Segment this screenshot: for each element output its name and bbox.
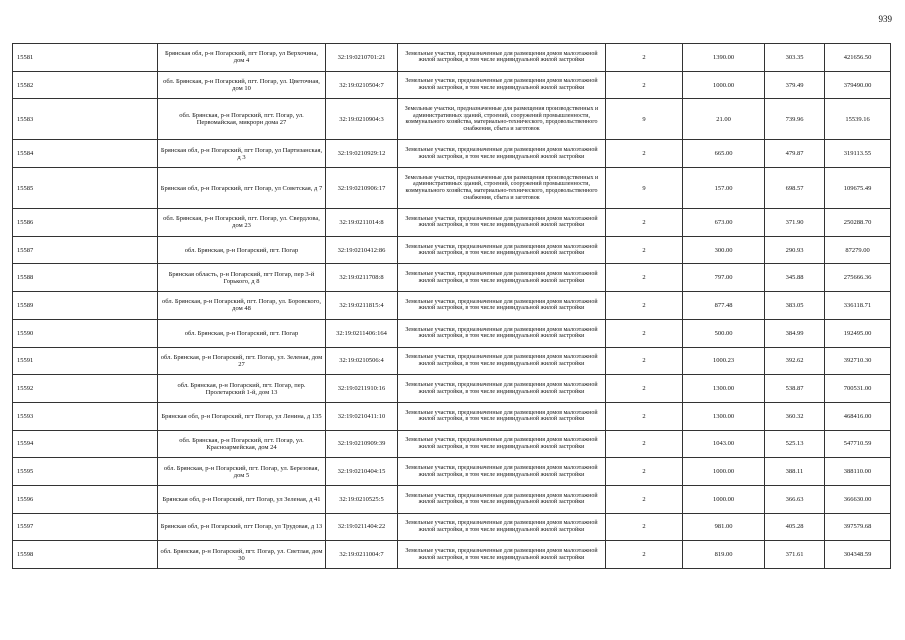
group-cell: 2 (606, 264, 683, 292)
group-cell: 2 (606, 513, 683, 541)
cadastral-number-cell: 32:19:0211910:16 (326, 375, 398, 403)
area-cell: 21.00 (683, 99, 765, 140)
row-id-cell: 15595 (13, 458, 158, 486)
land-use-cell: Земельные участки, предназначенные для размещения домов малоэтажной жилой застройки, в том числе индивидуальной жилой застройки (398, 375, 606, 403)
address-cell: Брянская обл, р-н Погарский, пгт Погар, ул Трудовая, д 13 (158, 513, 326, 541)
cadastral-value-cell: 87279.00 (825, 236, 891, 264)
row-id-cell: 15589 (13, 292, 158, 320)
area-cell: 877.48 (683, 292, 765, 320)
cadastral-number-cell: 32:19:0211708:8 (326, 264, 398, 292)
cadastral-value-cell: 421656.50 (825, 44, 891, 72)
land-use-cell: Земельные участки, предназначенные для размещения домов малоэтажной жилой застройки, в том числе индивидуальной жилой застройки (398, 264, 606, 292)
group-cell: 2 (606, 402, 683, 430)
cadastral-number-cell: 32:19:0210909:39 (326, 430, 398, 458)
group-cell: 2 (606, 458, 683, 486)
cadastral-value-cell: 336118.71 (825, 292, 891, 320)
group-cell: 2 (606, 71, 683, 99)
group-cell: 2 (606, 209, 683, 237)
address-cell: Брянская обл, р-н Погарский, пгт Погар, ул Советская, д 7 (158, 168, 326, 209)
cadastral-number-cell: 32:19:0210404:15 (326, 458, 398, 486)
area-cell: 1300.00 (683, 402, 765, 430)
rate-cell: 371.61 (765, 541, 825, 569)
area-cell: 157.00 (683, 168, 765, 209)
area-cell: 1000.00 (683, 71, 765, 99)
table-row (13, 430, 891, 458)
group-cell: 2 (606, 236, 683, 264)
land-use-cell: Земельные участки, предназначенные для размещения домов малоэтажной жилой застройки, в том числе индивидуальной жилой застройки (398, 209, 606, 237)
group-cell: 9 (606, 99, 683, 140)
cadastral-number-cell: 32:19:0211406:164 (326, 319, 398, 347)
cadastral-number-cell: 32:19:0210412:86 (326, 236, 398, 264)
land-use-cell: Земельные участки, предназначенные для размещения домов малоэтажной жилой застройки, в том числе индивидуальной жилой застройки (398, 458, 606, 486)
rate-cell: 392.62 (765, 347, 825, 375)
land-use-cell: Земельные участки, предназначенные для размещения производственных и административных зданий, строений, сооружений промышленности, коммунального хозяйства, материально-технического, продовольственного снабжения, сбыта и заготовок (398, 168, 606, 209)
cadastral-value-cell: 388110.00 (825, 458, 891, 486)
row-id-cell: 15585 (13, 168, 158, 209)
row-id-cell: 15581 (13, 44, 158, 72)
cadastral-value-cell: 15539.16 (825, 99, 891, 140)
cadastral-value-cell: 319113.55 (825, 140, 891, 168)
address-cell: обл. Брянская, р-н Погарский, пгт. Погар, ул. Боровского, дом 48 (158, 292, 326, 320)
row-id-cell: 15592 (13, 375, 158, 403)
rate-cell: 388.11 (765, 458, 825, 486)
cadastral-value-cell: 304348.59 (825, 541, 891, 569)
group-cell: 2 (606, 44, 683, 72)
table-row (13, 99, 891, 140)
address-cell: обл. Брянская, р-н Погарский, пгт. Погар, ул. Первомайская, микрорн дома 27 (158, 99, 326, 140)
table-row (13, 347, 891, 375)
rate-cell: 384.99 (765, 319, 825, 347)
table-row (13, 485, 891, 513)
address-cell: Брянская обл, р-н Погарский, пгт Погар, ул Ленина, д 135 (158, 402, 326, 430)
area-cell: 1390.00 (683, 44, 765, 72)
page-number: 939 (878, 14, 892, 24)
table-row (13, 541, 891, 569)
area-cell: 1000.23 (683, 347, 765, 375)
area-cell: 1043.00 (683, 430, 765, 458)
cadastral-value-cell: 392710.30 (825, 347, 891, 375)
area-cell: 819.00 (683, 541, 765, 569)
land-use-cell: Земельные участки, предназначенные для размещения домов малоэтажной жилой застройки, в том числе индивидуальной жилой застройки (398, 485, 606, 513)
land-use-cell: Земельные участки, предназначенные для размещения домов малоэтажной жилой застройки, в том числе индивидуальной жилой застройки (398, 541, 606, 569)
cadastral-value-cell: 397579.68 (825, 513, 891, 541)
land-use-cell: Земельные участки, предназначенные для размещения домов малоэтажной жилой застройки, в том числе индивидуальной жилой застройки (398, 513, 606, 541)
area-cell: 1300.00 (683, 375, 765, 403)
table-row (13, 71, 891, 99)
cadastral-number-cell: 32:19:0210506:4 (326, 347, 398, 375)
cadastral-value-cell: 468416.00 (825, 402, 891, 430)
address-cell: обл. Брянская, р-н Погарский, пгт. Погар, ул. Цветочная, дом 10 (158, 71, 326, 99)
cadastral-number-cell: 32:19:0210701:21 (326, 44, 398, 72)
cadastral-value-cell: 250288.70 (825, 209, 891, 237)
table-row (13, 375, 891, 403)
area-cell: 300.00 (683, 236, 765, 264)
row-id-cell: 15594 (13, 430, 158, 458)
group-cell: 2 (606, 140, 683, 168)
land-registry-table (12, 43, 891, 569)
cadastral-value-cell: 700531.00 (825, 375, 891, 403)
group-cell: 2 (606, 347, 683, 375)
cadastral-value-cell: 109675.49 (825, 168, 891, 209)
land-use-cell: Земельные участки, предназначенные для размещения домов малоэтажной жилой застройки, в том числе индивидуальной жилой застройки (398, 292, 606, 320)
table-row (13, 168, 891, 209)
address-cell: Брянская обл, р-н Погарский, пгт Погар, ул Верхочина, дом 4 (158, 44, 326, 72)
area-cell: 665.00 (683, 140, 765, 168)
cadastral-number-cell: 32:19:0211815:4 (326, 292, 398, 320)
table-row (13, 458, 891, 486)
address-cell: обл. Брянская, р-н Погарский, пгт. Погар, ул. Березовая, дом 5 (158, 458, 326, 486)
address-cell: Брянская обл, р-н Погарский, пгт Погар, ул Партизанская, д 3 (158, 140, 326, 168)
row-id-cell: 15590 (13, 319, 158, 347)
rate-cell: 525.13 (765, 430, 825, 458)
rate-cell: 371.90 (765, 209, 825, 237)
rate-cell: 303.35 (765, 44, 825, 72)
cadastral-number-cell: 32:19:0210929:12 (326, 140, 398, 168)
land-use-cell: Земельные участки, предназначенные для размещения домов малоэтажной жилой застройки, в том числе индивидуальной жилой застройки (398, 319, 606, 347)
table-row (13, 209, 891, 237)
table-body (13, 44, 891, 569)
row-id-cell: 15591 (13, 347, 158, 375)
row-id-cell: 15583 (13, 99, 158, 140)
row-id-cell: 15598 (13, 541, 158, 569)
row-id-cell: 15584 (13, 140, 158, 168)
cadastral-number-cell: 32:19:0210411:10 (326, 402, 398, 430)
address-cell: обл. Брянская, р-н Погарский, пгт. Погар (158, 236, 326, 264)
rate-cell: 405.28 (765, 513, 825, 541)
land-use-cell: Земельные участки, предназначенные для размещения домов малоэтажной жилой застройки, в том числе индивидуальной жилой застройки (398, 402, 606, 430)
cadastral-value-cell: 275666.36 (825, 264, 891, 292)
row-id-cell: 15596 (13, 485, 158, 513)
cadastral-value-cell: 547710.59 (825, 430, 891, 458)
land-use-cell: Земельные участки, предназначенные для размещения производственных и административных зданий, строений, сооружений промышленности, коммунального хозяйства, материально-технического, продовольственного снабжения, сбыта и заготовок (398, 99, 606, 140)
address-cell: обл. Брянская, р-н Погарский, пгт. Погар (158, 319, 326, 347)
cadastral-number-cell: 32:19:0211014:8 (326, 209, 398, 237)
rate-cell: 366.63 (765, 485, 825, 513)
area-cell: 500.00 (683, 319, 765, 347)
land-use-cell: Земельные участки, предназначенные для размещения домов малоэтажной жилой застройки, в том числе индивидуальной жилой застройки (398, 44, 606, 72)
cadastral-number-cell: 32:19:0210906:17 (326, 168, 398, 209)
table-row (13, 402, 891, 430)
address-cell: Брянская обл, р-н Погарский, пгт Погар, ул Зеленая, д 41 (158, 485, 326, 513)
group-cell: 2 (606, 485, 683, 513)
area-cell: 981.00 (683, 513, 765, 541)
group-cell: 2 (606, 430, 683, 458)
rate-cell: 345.88 (765, 264, 825, 292)
table-row (13, 140, 891, 168)
row-id-cell: 15593 (13, 402, 158, 430)
rate-cell: 360.32 (765, 402, 825, 430)
group-cell: 2 (606, 375, 683, 403)
cadastral-number-cell: 32:19:0210904:3 (326, 99, 398, 140)
area-cell: 673.00 (683, 209, 765, 237)
row-id-cell: 15582 (13, 71, 158, 99)
area-cell: 1000.00 (683, 458, 765, 486)
address-cell: обл. Брянская, р-н Погарский, пгт. Погар, ул. Красноармейская, дом 24 (158, 430, 326, 458)
address-cell: обл. Брянская, р-н Погарский, пгт. Погар, ул. Светлая, дом 30 (158, 541, 326, 569)
cadastral-value-cell: 192495.00 (825, 319, 891, 347)
group-cell: 2 (606, 319, 683, 347)
cadastral-number-cell: 32:19:0210525:5 (326, 485, 398, 513)
cadastral-number-cell: 32:19:0210504:7 (326, 71, 398, 99)
table-row (13, 292, 891, 320)
row-id-cell: 15587 (13, 236, 158, 264)
rate-cell: 739.96 (765, 99, 825, 140)
land-use-cell: Земельные участки, предназначенные для размещения домов малоэтажной жилой застройки, в том числе индивидуальной жилой застройки (398, 71, 606, 99)
group-cell: 2 (606, 292, 683, 320)
rate-cell: 538.87 (765, 375, 825, 403)
group-cell: 2 (606, 541, 683, 569)
land-use-cell: Земельные участки, предназначенные для размещения домов малоэтажной жилой застройки, в том числе индивидуальной жилой застройки (398, 140, 606, 168)
cadastral-number-cell: 32:19:0211004:7 (326, 541, 398, 569)
row-id-cell: 15586 (13, 209, 158, 237)
area-cell: 797.00 (683, 264, 765, 292)
row-id-cell: 15597 (13, 513, 158, 541)
cadastral-value-cell: 366630.00 (825, 485, 891, 513)
table-row (13, 264, 891, 292)
address-cell: обл. Брянская, р-н Погарский, пгт. Погар, ул. Зеленая, дом 27 (158, 347, 326, 375)
land-use-cell: Земельные участки, предназначенные для размещения домов малоэтажной жилой застройки, в том числе индивидуальной жилой застройки (398, 430, 606, 458)
address-cell: обл. Брянская, р-н Погарский, пгт. Погар, пер. Пролетарский 1-й, дом 13 (158, 375, 326, 403)
rate-cell: 290.93 (765, 236, 825, 264)
rate-cell: 698.57 (765, 168, 825, 209)
cadastral-value-cell: 379490.00 (825, 71, 891, 99)
group-cell: 9 (606, 168, 683, 209)
land-use-cell: Земельные участки, предназначенные для размещения домов малоэтажной жилой застройки, в том числе индивидуальной жилой застройки (398, 236, 606, 264)
table-row (13, 236, 891, 264)
rate-cell: 379.49 (765, 71, 825, 99)
cadastral-number-cell: 32:19:0211404:22 (326, 513, 398, 541)
rate-cell: 383.05 (765, 292, 825, 320)
table-row (13, 44, 891, 72)
land-use-cell: Земельные участки, предназначенные для размещения домов малоэтажной жилой застройки, в том числе индивидуальной жилой застройки (398, 347, 606, 375)
address-cell: Брянская область, р-н Погарский, пгт Погар, пер 3-й Горького, д 8 (158, 264, 326, 292)
area-cell: 1000.00 (683, 485, 765, 513)
table-row (13, 513, 891, 541)
row-id-cell: 15588 (13, 264, 158, 292)
table-row (13, 319, 891, 347)
address-cell: обл. Брянская, р-н Погарский, пгт. Погар, ул. Свердлова, дом 23 (158, 209, 326, 237)
rate-cell: 479.87 (765, 140, 825, 168)
